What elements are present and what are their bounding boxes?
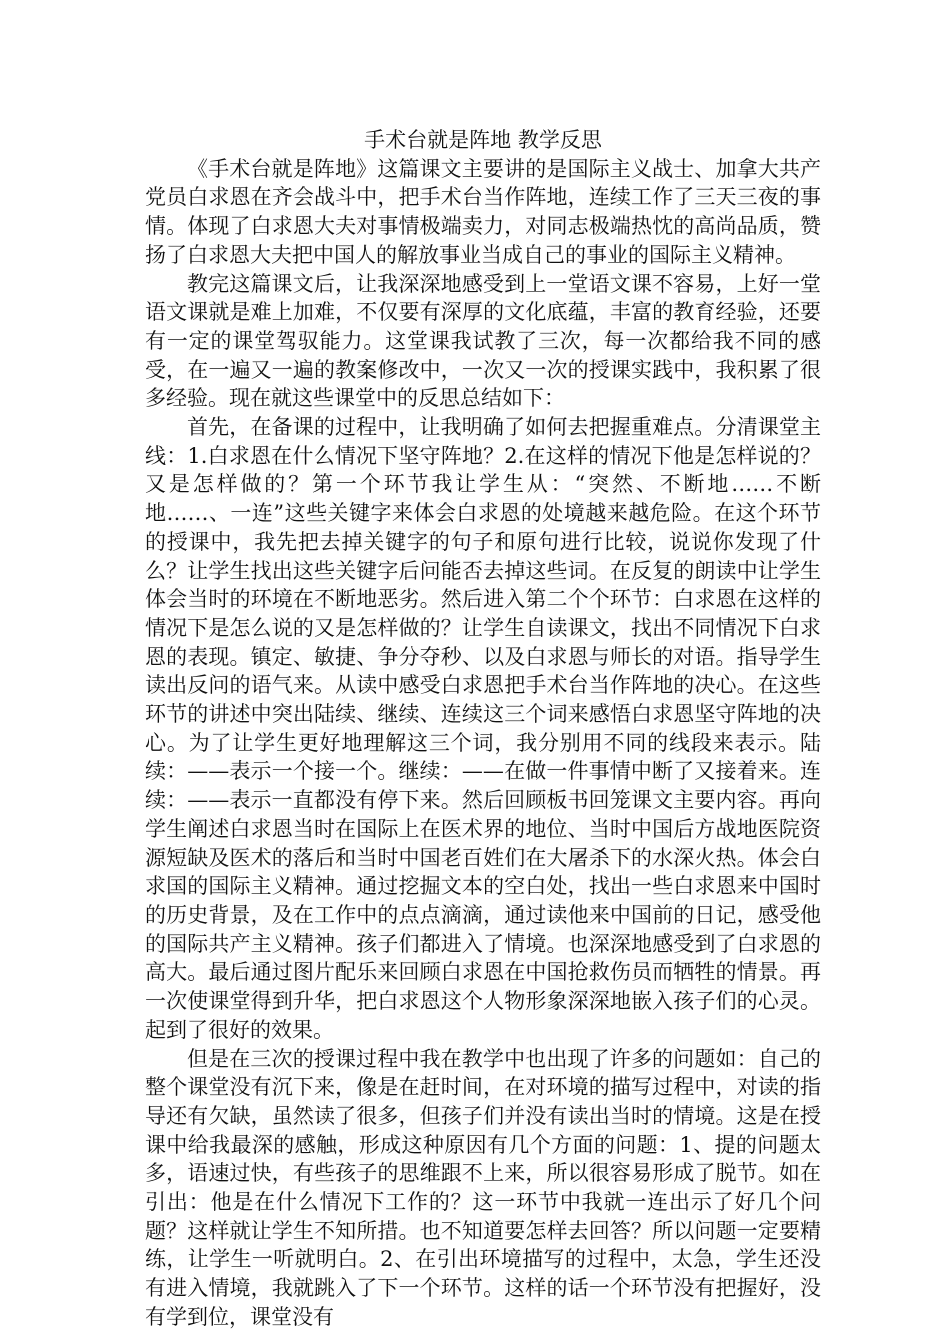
document-title: 手术台就是阵地 教学反思 (364, 128, 602, 152)
paragraph-reflection: 教完这篇课文后，让我深深地感受到上一堂语文课不容易，上好一堂语文课就是难上加难，不仅要有深厚的文化底蕴，丰富的教育经验，还要有一定的课堂驾驭能力。这堂课我试教了三次，每一次都给我不同的感受，在一遍又一遍的教案修改中，一次又一次的授课实践中，我积累了很多经验。现在就这些课堂中的反思总结如下： (145, 271, 821, 411)
paragraph-intro: 《手术台就是阵地》这篇课文主要讲的是国际主义战士、加拿大共产党员白求恩在齐会战斗中，把手术台当作阵地，连续工作了三天三夜的事情。体现了白求恩大夫对事情极端卖力，对同志极端热忱的高尚品质，赞扬了白求恩大夫把中国人的解放事业当成自己的事业的国际主义精神。 (145, 156, 821, 267)
paragraph-problems: 但是在三次的授课过程中我在教学中也出现了许多的问题如：自己的整个课堂没有沉下来，像是在赶时间，在对环境的描写过程中，对读的指导还有欠缺，虽然读了很多，但孩子们并没有读出当时的情境。这是在授课中给我最深的感触，形成这种原因有几个方面的问题：1、提的问题太多，语速过快，有些孩子的思维跟不上来，所以很容易形成了脱节。如在引出：他是在什么情况下工作的？这一环节中我就一连出示了好几个问题？这样就让学生不知所措。也不知道要怎样去回答？所以问题一定要精练，让学生一听就明白。2、在引出环境描写的过程中，太急，学生还没有进入情境，我就跳入了下一个环节。这样的话一个环节没有把握好，没有学到位，课堂没有 (145, 1046, 821, 1329)
paragraph-lesson-process: 首先，在备课的过程中，让我明确了如何去把握重难点。分清课堂主线：1.白求恩在什么情况下坚守阵地？2.在这样的情况下他是怎样说的？又是怎样做的？第一个环节我让学生从：“突然、不断地……不断地……、一连”这些关键字来体会白求恩的处境越来越危险。在这个环节的授课中，我先把去掉关键字的句子和原句进行比较，说说你发现了什么？让学生找出这些关键字后问能否去掉这些词。在反复的朗读中让学生体会当时的环境在不断地恶劣。然后进入第二个个环节：白求恩在这样的情况下是怎么说的又是怎样做的？让学生自读课文，找出不同情况下白求恩的表现。镇定、敏捷、争分夺秒、以及白求恩与师长的对语。指导学生读出反问的语气来。从读中感受白求恩把手术台当作阵地的决心。在这些环节的讲述中突出陆续、继续、连续这三个词来感悟白求恩坚守阵地的决心。为了让学生更好地理解这三个词，我分别用不同的线段来表示。陆续：——表示一个接一个。继续：——在做一件事情中断了又接着来。连续：——表示一直都没有停下来。然后回顾板书回笼课文主要内容。再向学生阐述白求恩当时在国际上在医术界的地位、当时中国后方战地医院资源短缺及医术的落后和当时中国老百姓们在大屠杀下的水深火热。体会白求国的国际主义精神。通过挖掘文本的空白处，找出一些白求恩来中国时的历史背景，及在工作中的点点滴滴，通过读他来中国前的日记，感受他的国际共产主义精神。孩子们都进入了情境。也深深地感受到了白求恩的高大。最后通过图片配乐来回顾白求恩在中国抢救伤员而牺牲的情景。再一次使课堂得到升华，把白求恩这个人物形象深深地嵌入孩子们的心灵。起到了很好的效果。 (145, 415, 821, 1042)
document-page (145, 126, 821, 1332)
